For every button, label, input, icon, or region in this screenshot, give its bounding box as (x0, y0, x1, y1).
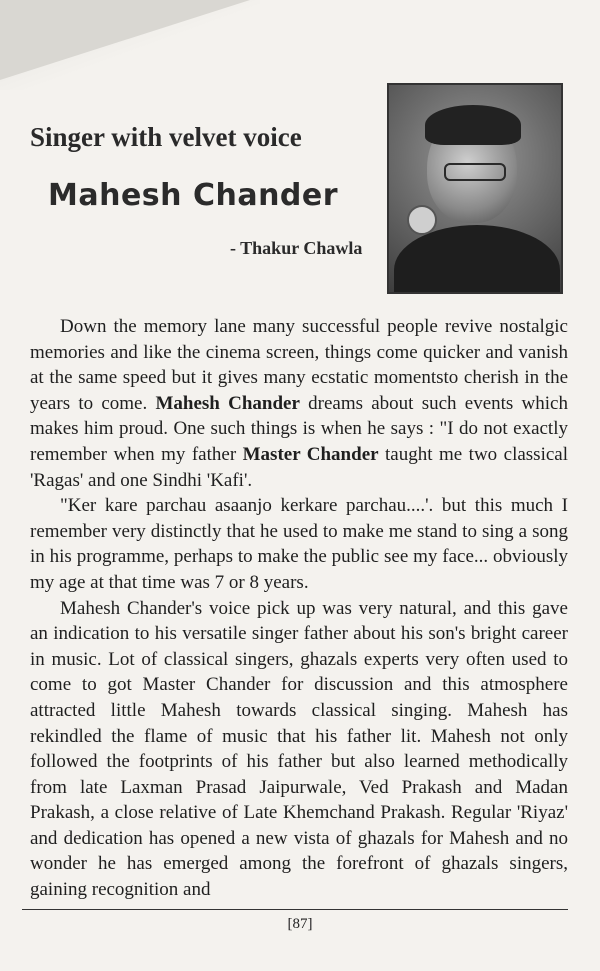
paragraph-text: Down the memory lane many successful people revive nostalgic memories and like the cinema screen, things come quicker and vanish at the same speed but it gives many ecstatic momentsto cherish in the years to come. (30, 316, 568, 414)
footer-rule (22, 909, 568, 910)
bold-name: Mahesh Chander (155, 392, 300, 414)
paragraph-text: "Ker kare parchau asaanjo kerkare parchau....'. but this much I remember very distinctly that he used to make me stand to sing a song in his programme, perhaps to make the public see my face... obviously my age at that time was 7 or 8 years. (30, 495, 568, 593)
paragraph-2 (30, 493, 568, 595)
paragraph-3 (30, 596, 568, 903)
article-title: Singer with velvet voice (30, 122, 302, 152)
paragraph-text: dreams about such events which makes him proud. One such things is when he says : "I do not exactly remember when my father (30, 392, 568, 465)
bold-name: Master Chander (242, 443, 379, 465)
paragraph-text: Mahesh Chander's voice pick up was very natural, and this gave an indication to his versatile singer father about his son's bright career in music. Lot of classical singers, ghazals experts very often used to come to got Master Chander for discussion and this atmosphere attracted little Mahesh towards classical singing. Mahesh has rekindled the flame of music that his father lit. Mahesh not only followed the footprints of his father but also learned methodically from late Laxman Prasad Jaipurwale, Ved Prakash and Madan Prakash, a close relative of Late Khemchand Prakash. Regular 'Riyaz' and dedication has opened a new vista of ghazals for Mahesh and no wonder he has emerged among the forefront of ghazals singers, gaining recognition and (30, 597, 568, 901)
microphone-icon (407, 205, 437, 235)
singer-photo (387, 83, 563, 294)
author-byline: - Thakur Chawla (230, 238, 363, 258)
folded-corner (0, 0, 250, 80)
photo-glasses (444, 163, 506, 181)
photo-shoulders (394, 225, 560, 294)
paragraph-1 (30, 314, 568, 493)
singer-name: Mahesh Chander (48, 178, 339, 213)
article-body (30, 314, 568, 903)
page-number: [87] (287, 916, 313, 932)
photo-hair (425, 105, 521, 145)
paragraph-text: taught me two classical 'Ragas' and one Sindhi 'Kafi'. (30, 443, 568, 491)
